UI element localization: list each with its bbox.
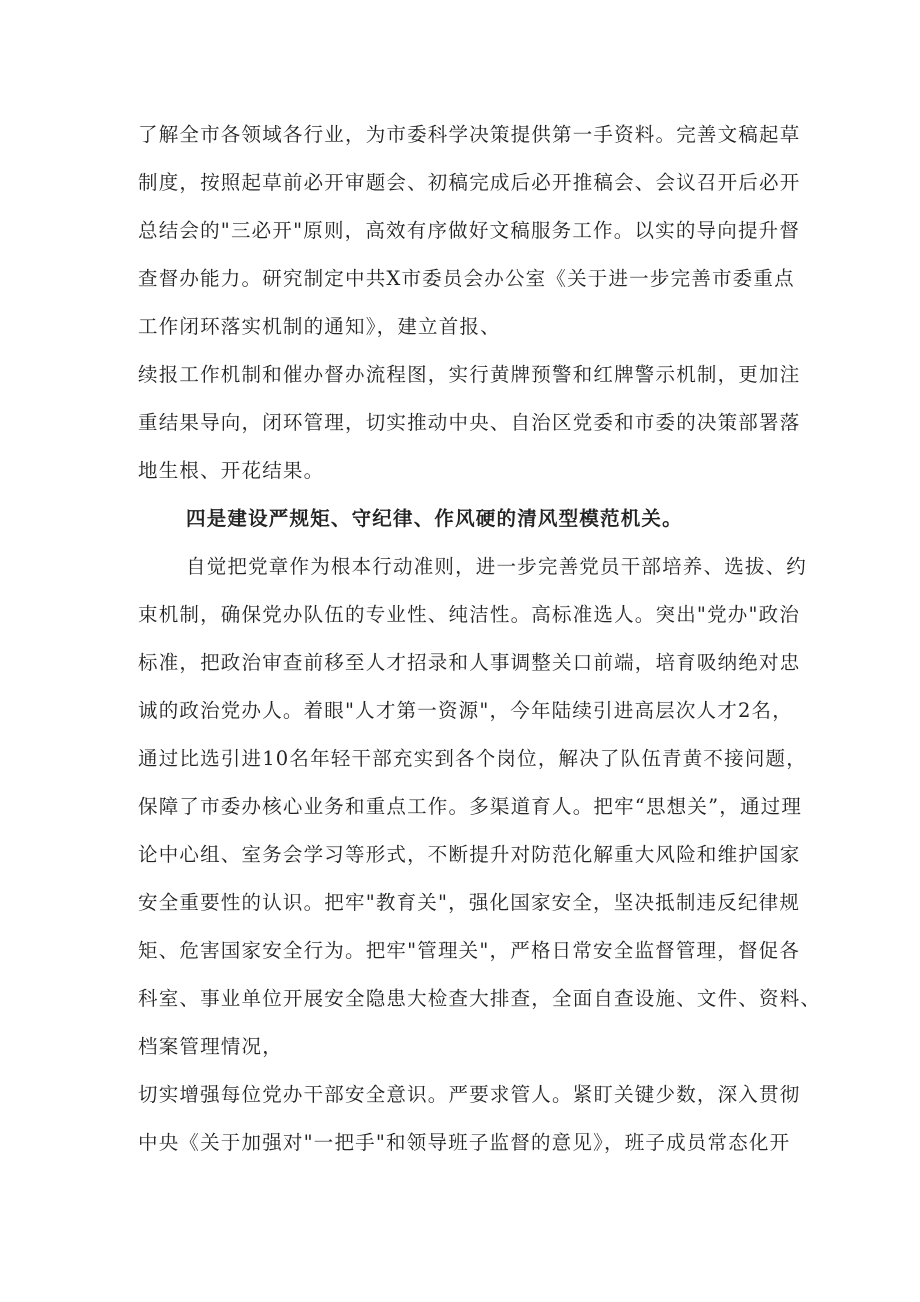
text-line: 矩、危害国家安全行为。把牢"管理关"，严格日常安全监督管理，督促各 — [138, 939, 801, 962]
text-line: 诚的政治党办人。着眼"人才第一资源"，今年陆续引进高层次人才2名， — [138, 699, 793, 722]
section-heading: 四是建设严规矩、守纪律、作风硬的清风型模范机关。 — [186, 507, 683, 530]
text-line: 自觉把党章作为根本行动准则，进一步完善党员干部培养、选拔、约 — [186, 555, 808, 578]
text-line: 续报工作机制和催办督办流程图，实行黄牌预警和红牌警示机制，更加注 — [138, 363, 801, 386]
text-line: 总结会的"三必开"原则，高效有序做好文稿服务工作。以实的导向提升督 — [138, 219, 801, 242]
text-line: 地生根、开花结果。 — [138, 459, 325, 482]
text-line: 安全重要性的认识。把牢"教育关"，强化国家安全，坚决抵制违反纪律规 — [138, 891, 801, 914]
text-line: 保障了市委办核心业务和重点工作。多渠道育人。把牢“思想关”，通过理 — [138, 795, 803, 818]
text-line: 论中心组、室务会学习等形式，不断提升对防范化解重大风险和维护国家 — [138, 843, 801, 866]
text-line: 中央《关于加强对"一把手"和领导班子监督的意见》，班子成员常态化开 — [138, 1131, 791, 1154]
text-line: 了解全市各领域各行业，为市委科学决策提供第一手资料。完善文稿起草 — [138, 123, 801, 146]
text-line: 重结果导向，闭环管理，切实推动中央、自治区党委和市委的决策部署落 — [138, 411, 801, 434]
text-line: 科室、事业单位开展安全隐患大检查大排查，全面自查设施、文件、资料、 — [138, 987, 822, 1010]
text-line: 切实增强每位党办干部安全意识。严要求管人。紧盯关键少数，深入贯彻 — [138, 1083, 801, 1106]
text-line: 束机制，确保党办队伍的专业性、纯洁性。高标准选人。突出"党办"政治 — [138, 603, 801, 626]
text-line: 查督办能力。研究制定中共X市委员会办公室《关于进一步完善市委重点 — [138, 267, 795, 290]
text-line: 工作闭环落实机制的通知》，建立首报、 — [138, 315, 501, 338]
text-line: 通过比选引进10名年轻干部充实到各个岗位，解决了队伍青黄不接问题， — [138, 747, 807, 770]
text-line: 档案管理情况， — [138, 1035, 283, 1058]
text-line: 标准，把政治审查前移至人才招录和人事调整关口前端，培育吸纳绝对忠 — [138, 651, 801, 674]
text-line: 制度，按照起草前必开审题会、初稿完成后必开推稿会、会议召开后必开 — [138, 171, 801, 194]
